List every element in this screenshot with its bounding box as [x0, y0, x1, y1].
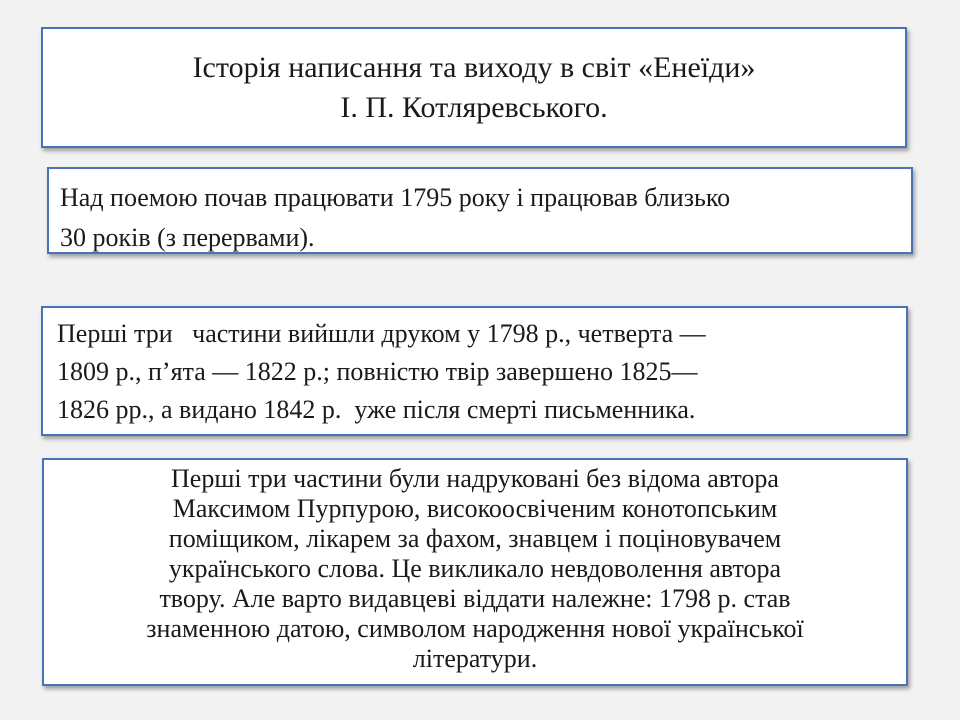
text-box-first-edition: [42, 458, 908, 686]
text-line: 1809 р., п’ята — 1822 р.; повністю твір завершено 1825—: [57, 357, 698, 386]
text-line: знаменною датою, символом народження нової української: [146, 614, 804, 643]
title-box: [41, 27, 907, 148]
text-line: твору. Але варто видавцеві віддати належне: 1798 р. став: [159, 584, 791, 613]
text-box-writing-period: [47, 167, 913, 254]
text-line: 30 років (з перервами).: [60, 223, 315, 252]
text-line: Максимом Пурпурою, високоосвіченим конотопським: [172, 494, 778, 523]
text-line: Над поемою почав працювати 1795 року і працював близько: [60, 183, 731, 212]
text-line: літератури.: [412, 644, 538, 673]
text-line: поміщиком, лікарем за фахом, знавцем і поціновувачем: [168, 524, 782, 553]
text-line: українського слова. Це викликало невдоволення автора: [168, 554, 782, 583]
title-line-1: Історія написання та виходу в світ «Енеїди»: [192, 50, 756, 84]
text-line: Перші три частини вийшли друком у 1798 р., четверта —: [57, 319, 706, 348]
text-box-publication-dates: [41, 306, 908, 436]
title-line-2: І. П. Котляревського.: [340, 90, 608, 124]
text-line: Перші три частини були надруковані без відома автора: [171, 464, 779, 493]
text-line: 1826 рр., а видано 1842 р. уже після смерті письменника.: [57, 395, 696, 424]
